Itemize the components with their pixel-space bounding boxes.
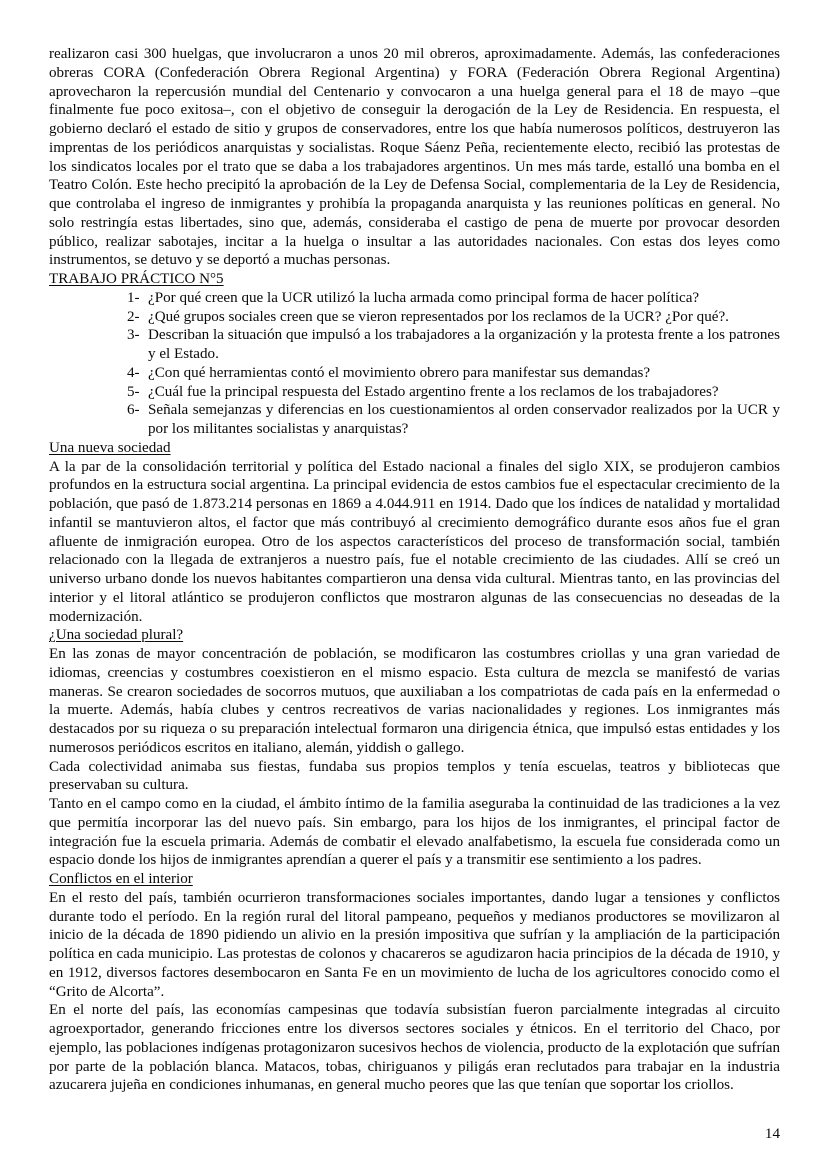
trabajo-practico-label: TRABAJO PRÁCTICO N°5 [49,271,224,287]
list-item-text: Señala semejanzas y diferencias en los cuestionamientos al orden conservador realizados por la UCR y por los militantes socialistas y anarquistas? [148,402,780,437]
list-item [49,383,780,402]
exercise-question-list [49,289,780,439]
list-item-marker: 2- [127,308,140,325]
list-item-marker: 6- [127,402,140,419]
list-item-text: ¿Cuál fue la principal respuesta del Estado argentino frente a los reclamos de los trabajadores? [148,383,719,400]
list-item-marker: 5- [127,383,140,400]
list-item [49,401,780,439]
list-item-text: Describan la situación que impulsó a los trabajadores a la organización y la protesta frente a los patrones y el Estado. [148,327,780,362]
list-item-marker: 4- [127,364,140,381]
list-item-marker: 1- [127,289,140,306]
list-item-text: ¿Qué grupos sociales creen que se vieron representados por los reclamos de la UCR? ¿Por qué?. [148,308,729,325]
paragraph-school-integration: Tanto en el campo como en la ciudad, el ámbito íntimo de la familia aseguraba la continuidad de las tradiciones a la vez que permitía incorporar las del nuevo país. Sin embargo, para los hijos de los inmigrantes, el principal factor de integración fue la escuela primaria. Además de combatir el elevado analfabetismo, la escuela fue considerada como un espacio donde los hijos de inmigrantes aprendían a querer el país y a transmitir ese sentimiento a los padres. [49,796,780,869]
paragraph-labor-strikes: realizaron casi 300 huelgas, que involucraron a unos 20 mil obreros, aproximadamente. Además, las confederaciones obreras CORA (Confederación Obrera Regional Argentina) y FORA (Federación Obrera Regional Argentina) aprovecharon la repercusión mundial del Centenario y convocaron a una huelga general para el 18 de mayo –que finalmente fue poco exitosa–, con el objetivo de conseguir la derogación de la Ley de Residencia. En respuesta, el gobierno declaró el estado de sitio y grupos de conservadores, entre los que había numerosos políticos, destruyeron las imprentas de los periódicos anarquistas y socialistas. Roque Sáenz Peña, recientemente electo, recibió las protestas de los sindicatos locales por el trato que se daba a los trabajadores argentinos. Un mes más tarde, estalló una bomba en el Teatro Colón. Este hecho precipitó la aprobación de la Ley de Defensa Social, complementaria de la Ley de Residencia, que controlaba el ingreso de inmigrantes y prohibía la propaganda anarquista y las reuniones políticas en general. No solo restringía estas libertades, sino que, además, consideraba el castigo de pena de muerte por provocar desorden público, realizar sabotajes, incitar a la huelga o insultar a las autoridades nacionales. Con estas dos leyes como instrumentos, se detuvo y se deportó a muchas personas. [49,46,780,269]
heading-text: Una nueva sociedad [49,439,171,456]
section-heading-trabajo-practico [49,270,780,289]
heading-text: ¿Una sociedad plural? [49,627,184,644]
paragraph-north-economies: En el norte del país, las economías campesinas que todavía subsistían fueron parcialmente integradas al circuito agroexportador, generando fricciones entre los diversos sectores sociales y étnicos. En el territorio del Chaco, por ejemplo, las poblaciones indígenas protagonizaron sucesivos hechos de violencia, producto de la explotación que sufrían por parte de la población blanca. Matacos, tobas, chiriguanos y piligás eran reclutados para trabajar en la industria azucarera jujeña en condiciones inhumanas, en general mucho peores que las que tenían que soportar los criollos. [49,1002,780,1094]
page-number: 14 [764,1126,780,1142]
paragraph-rural-conflicts: En el resto del país, también ocurrieron transformaciones sociales importantes, dando lugar a tensiones y conflictos durante todo el período. En la región rural del litoral pampeano, pequeños y medianos productores se movilizaron al inicio de la década de 1890 pidiendo un alivio en la presión impositiva que sufrían y la ampliación de la participación política en cada municipio. Las protestas de colonos y chacareros se agudizaron hacia principios de la década de 1910, y en 1912, diversos factores desembocaron en Santa Fe en un movimiento de lucha de los agricultores conocido como el “Grito de Alcorta”. [49,889,780,1000]
list-item [49,326,780,364]
list-item [49,308,780,327]
list-item-text: ¿Por qué creen que la UCR utilizó la lucha armada como principal forma de hacer política? [148,289,700,306]
paragraph-population-growth: A la par de la consolidación territorial y política del Estado nacional a finales del siglo XIX, se produjeron cambios profundos en la estructura social argentina. La principal evidencia de estos cambios fue el espectacular crecimiento de la población, que pasó de 1.873.214 personas en 1869 a 4.044.911 en 1914. Dado que los índices de natalidad y mortalidad infantil se mantuvieron altos, el factor que más contribuyó al crecimiento demográfico durante esos años fue el gran afluente de inmigración europea. Otro de los aspectos característicos del proceso de transformación social, también relacionado con la llegada de extranjeros a nuestro país, fue el notable crecimiento de las ciudades. Allí se creó un universo urbano donde los nuevos habitantes compartieron una densa vida cultural. Mientras tanto, en las provincias del interior y el litoral atlántico se produjeron conflictos que mostraron algunas de las consecuencias no deseadas de la modernización. [49,458,780,625]
heading-text: Conflictos en el interior [49,871,193,887]
list-item-marker: 3- [127,327,140,344]
section-heading-una-nueva-sociedad [49,439,780,458]
list-item-text: ¿Con qué herramientas contó el movimiento obrero para manifestar sus demandas? [148,364,651,381]
list-item [49,364,780,383]
paragraph-cultural-mixing: En las zonas de mayor concentración de población, se modificaron las costumbres criollas y una gran variedad de idiomas, creencias y costumbres coexistieron en el mismo espacio. Esta cultura de mezcla se manifestó de varias maneras. Se crearon sociedades de socorros mutuos, que auxiliaban a los compatriotas de cada país en la enfermedad o la muerte. Además, había clubes y centros recreativos de varias nacionalidades y regiones. Los inmigrantes más destacados por su riqueza o su preparación intelectual formaron una dirigencia étnica, que impulsó estas entidades y los numerosos periódicos escritos en italiano, alemán, yiddish o gallego. [49,646,780,756]
section-heading-una-sociedad-plural [49,626,780,645]
paragraph-collectivities: Cada colectividad animaba sus fiestas, fundaba sus propios templos y tenía escuelas, teatros y bibliotecas que preservaban su cultura. [49,758,780,794]
section-heading-conflictos-en-el-interior [49,870,780,889]
list-item [49,289,780,308]
page-content [49,45,780,1142]
